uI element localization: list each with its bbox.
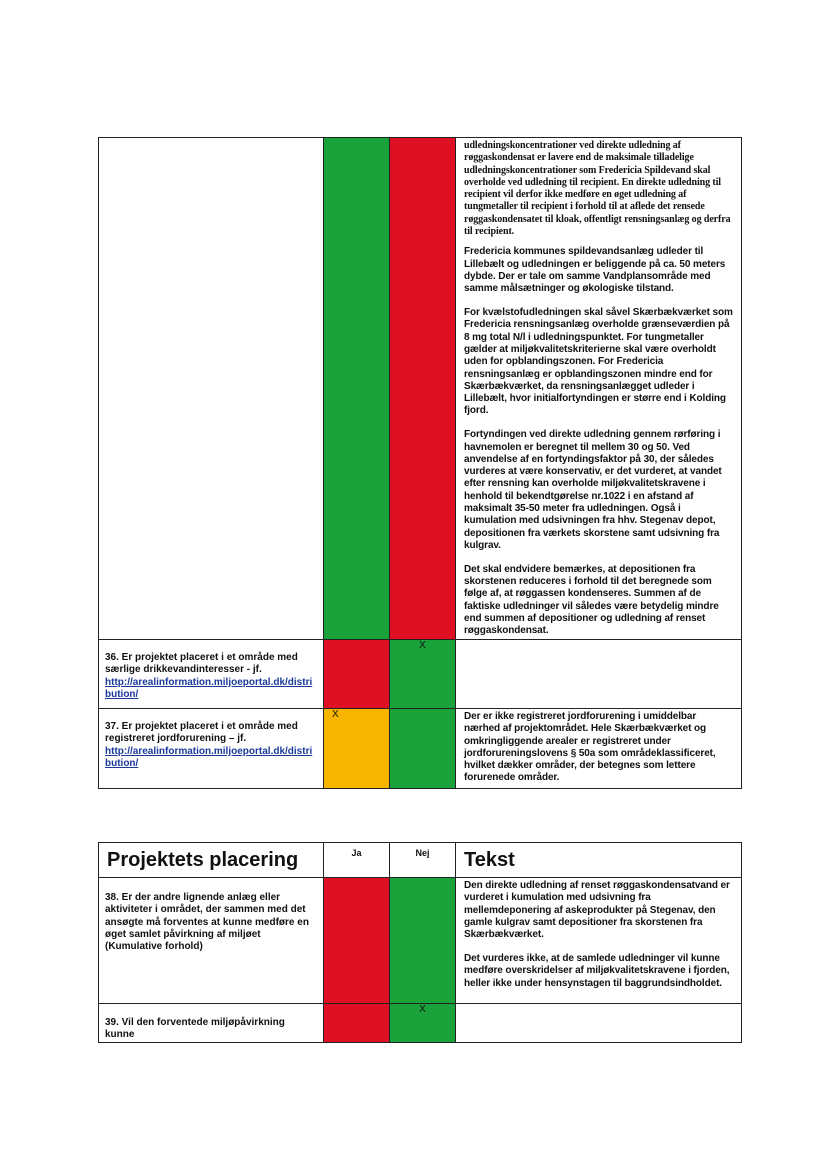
question-36 [99,640,324,709]
table-row-37 [99,709,742,789]
paragraph: For kvælstofudledningen skal såvel Skærbækværket som Fredericia rensningsanlæg overholde grænseværdien på 8 mg total N/l i udledningspunktet. For tungmetaller gælder at miljøkvalitetskriterierne skal være overholdt uden for opblandingszonen. For Fredericia rensningsanlæg er opblandingszonen mindre end for Skærbækværket, da rensningsanlægget udleder i Lillebælt, hvor initialfortyndingen er større end i Kolding fjord. [464,307,733,417]
ja-mark: X [332,709,339,720]
nej-cell-red [390,138,456,640]
nej-cell-green [390,709,456,789]
nej-mark: X [419,640,426,651]
paragraph-continuation: udledningskoncentrationer ved direkte udledning af røggaskondensat er lavere end de maksimale tilladelige udledningskoncentrationer som Fredericia Spildevand skal overholde ved udledning til recipient. En direkte udledning til recipient vil derfor ikke medføre en øget udledning af tungmetaller til recipient i forhold til at aflede det rensede røggaskondensatet til kloak, offentligt rensningsanlæg og derfra til recipient. [464,140,731,238]
question-38: 38. Er der andre lignende anlæg eller aktiviteter i området, der sammen med det ansøgte må forventes at kunne medføre en øget samlet påvirkning af miljøet (Kumulative forhold) [99,878,324,1004]
table-row-36 [99,640,742,709]
question-36-text: 36. Er projektet placeret i et område med særlige drikkevandinteresser - jf. [105,652,298,676]
text-cell-36 [456,640,742,709]
ja-cell-orange [324,709,390,789]
question-37 [99,709,324,789]
nej-cell-green [390,878,456,1004]
nej-cell-green [390,640,456,709]
text-cell-39 [456,1004,742,1043]
nej-mark: X [419,1004,426,1015]
assessment-table-continued [98,137,742,789]
table-header-row [99,843,742,878]
column-header-nej: Nej [390,843,456,878]
paragraph: Fredericia kommunes spildevandsanlæg udleder til Lillebælt og udledningen er beliggende på ca. 50 meters dybde. Der er tale om samme Vandplansområde med samme målsætninger og økologiske tilstand. [464,246,726,295]
paragraph: Det skal endvidere bemærkes, at depositionen fra skorstenen reduceres i forhold til det beregnede som følge af, at røggassen kondenseres. Summen af de faktiske udledninger vil således være betydelig mindre end summen af depositioner og udledning af renset røggaskondensat. [464,563,719,637]
paragraph: Fortyndingen ved direkte udledning gennem rørføring i havnemolen er beregnet til mellem 30 og 50. Ved anvendelse af en fortyndingsfaktor på 30, der således vurderes at være konservativ, er det vurderet, at vandet efter rensning kan overholde miljøkvalitetskravene i henhold til bekendtgørelse nr.1022 i en afstand af maksimalt 35-50 meter fra udledningen. Også i kumulation med udsivningen fra hhv. Stegenav depot, depositionen fra værkets skorstene samt udsivning fra kulgrav. [464,429,722,551]
table-row-39 [99,1004,742,1043]
column-header-tekst: Tekst [456,843,742,878]
ja-cell-red [324,640,390,709]
paragraph: Den direkte udledning af renset røggaskondensatvand er vurderet i kumulation med udsivning fra mellemdeponering af askeprodukter på Stegenav, den gamle kulgrav samt depositioner fra skorstenen fra Skærbækværket. [464,880,730,941]
ja-cell-red [324,878,390,1004]
ja-cell-green [324,138,390,640]
column-header-ja: Ja [324,843,390,878]
ja-cell-red [324,1004,390,1043]
paragraph: Det vurderes ikke, at de samlede udledninger vil kunne medføre overskridelser af miljøkvalitetskravene i fjorden, heller ikke under hensynstagen til baggrundsindholdet. [464,952,730,989]
question-37-text: 37. Er projektet placeret i et område med registreret jordforurening – jf. [105,721,298,745]
section-title: Projektets placering [99,843,324,878]
text-cell-38 [456,878,742,1004]
text-cell-37: Der er ikke registreret jordforurening i umiddelbar nærhed af projektområdet. Hele Skærbækværket og omkringliggende arealer er registreret under jordforureningslovens § 50a som områdeklassificeret, hvilket dækker områder, der betegnes som lettere forurenede områder. [456,709,742,789]
question-36-link[interactable]: http://arealinformation.miljoeportal.dk/distribution/ [105,676,313,700]
question-37-link[interactable]: http://arealinformation.miljoeportal.dk/distribution/ [105,745,313,769]
question-cell-empty [99,138,324,640]
nej-cell-green [390,1004,456,1043]
projektets-placering-table [98,842,742,1043]
text-cell-continued [456,138,742,640]
question-39: 39. Vil den forventede miljøpåvirkning kunne [99,1004,324,1043]
table-row-38 [99,878,742,1004]
